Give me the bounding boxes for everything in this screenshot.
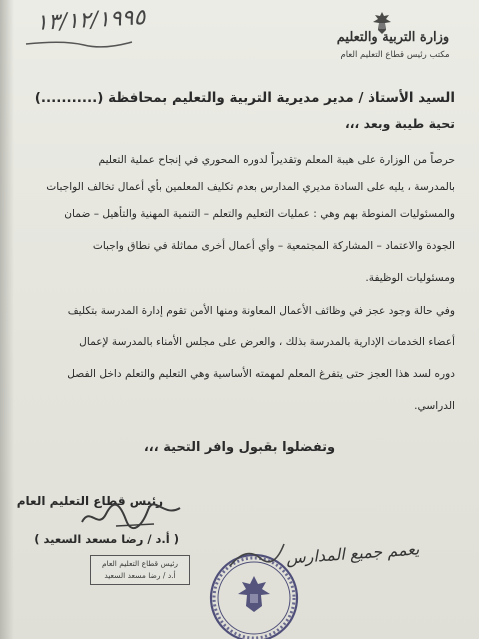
body-line: الجودة والاعتماد – المشاركة المجتمعية – وأي أعمال أخرى مماثلة في نطاق واجبات (92, 240, 455, 252)
addressee-line: السيد الأستاذ / مدير مديرية التربية والتعليم بمحافظة (...........) (34, 90, 455, 106)
name-stamp (90, 555, 190, 585)
office-name: مكتب رئيس قطاع التعليم العام (340, 50, 450, 60)
signatory-title: رئيس قطاع التعليم العام (16, 494, 163, 508)
closing-line: وتفضلوا بقبول وافر التحية ،،، (143, 440, 336, 455)
handwritten-date: ١٣/١٢/١٩٩٥ (35, 5, 146, 36)
body-line: حرصاً من الوزارة على هيبة المعلم وتقديراً لدوره المحوري في إنجاح عملية التعليم (98, 154, 455, 166)
body-line: والمسئوليات المنوطة بهم وهي : عمليات التعليم والتعلم – التنمية المهنية والتأهيل – ضمان (64, 208, 455, 220)
body-line: بالمدرسة ، يليه على السادة مديري المدارس بعدم تكليف المعلمين بأي أعمال تخالف الواجبات (46, 181, 455, 193)
greeting-line: تحية طيبة وبعد ،،، (345, 116, 455, 131)
handwritten-signature (76, 500, 186, 532)
body-line: أعضاء الخدمات الإدارية بالمدرسة بذلك ، والعرض على مجلس الأمناء بالمدرسة لإعمال (79, 336, 455, 348)
body-line: دوره لسد هذا العجز حتى يتفرغ المعلم لمهمته الأساسية وهي التعليم والتعلم داخل الفصل (67, 368, 455, 380)
date-underline (24, 38, 134, 48)
signatory-name: ( أ.د / رضا مسعد السعيد ) (34, 532, 179, 546)
body-line: الدراسي. (414, 400, 455, 412)
ministry-name: وزارة التربية والتعليم (336, 30, 450, 45)
body-line: ومسئوليات الوظيفة. (365, 272, 455, 284)
stamp-line: أ.د / رضا مسعد السعيد (104, 571, 176, 580)
handwritten-note: يعمم جميع المدارس (285, 539, 420, 568)
pen-stroke (226, 540, 286, 570)
stamp-line: رئيس قطاع التعليم العام (101, 559, 179, 568)
body-line: وفي حالة وجود عجز في وظائف الأعمال المعاونة ومنها الأمن تقوم إدارة المدرسة بتكليف (67, 305, 455, 317)
